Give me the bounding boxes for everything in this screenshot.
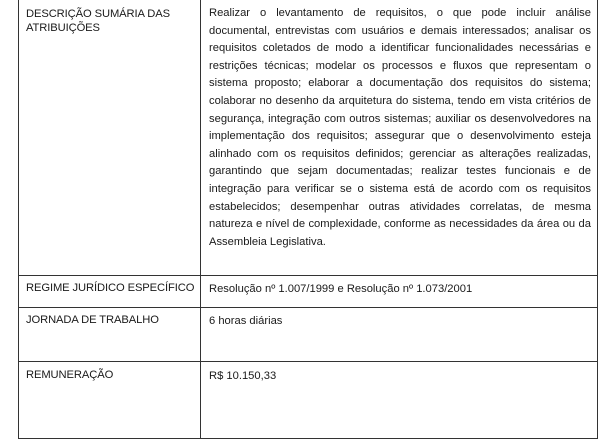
job-description-table — [18, 0, 598, 439]
table-row-descricao — [19, 0, 598, 276]
value-descricao: Realizar o levantamento de requisitos, o que pode incluir análise documental, entrevistas com usuários e demais interessados; analisar os requisitos coletados de modo a identificar funcionalidades necessárias e restrições técnicas; modelar os processos e fluxos que representam o sistema proposto; elaborar a documentação dos requisitos do sistema; colaborar no desenho da arquitetura do sistema, tendo em vista critérios de segurança, integração com outros sistemas; auxiliar os desenvolvedores na implementação dos requisitos; assegurar que o desenvolvimento esteja alinhado com os requisitos definidos; gerenciar as alterações realizadas, garantindo que sejam documentadas; realizar testes funcionais e de integração para verificar se o sistema está de acordo com os requisitos estabelecidos; desempenhar outras atividades correlatas, de mesma natureza e nível de complexidade, conforme as necessidades da área ou da Assembleia Legislativa. — [201, 0, 598, 276]
label-jornada: JORNADA DE TRABALHO — [19, 308, 201, 362]
table-row-regime — [19, 276, 598, 308]
table-row-jornada — [19, 308, 598, 362]
label-regime: REGIME JURÍDICO ESPECÍFICO — [19, 276, 201, 308]
value-jornada: 6 horas diárias — [201, 308, 598, 362]
label-remuneracao: REMUNERAÇÃO — [19, 362, 201, 439]
value-remuneracao: R$ 10.150,33 — [201, 362, 598, 439]
label-descricao: DESCRIÇÃO SUMÁRIA DAS ATRIBUIÇÕES — [19, 0, 201, 276]
table-row-remuneracao — [19, 362, 598, 439]
value-regime: Resolução nº 1.007/1999 e Resolução nº 1.073/2001 — [201, 276, 598, 308]
